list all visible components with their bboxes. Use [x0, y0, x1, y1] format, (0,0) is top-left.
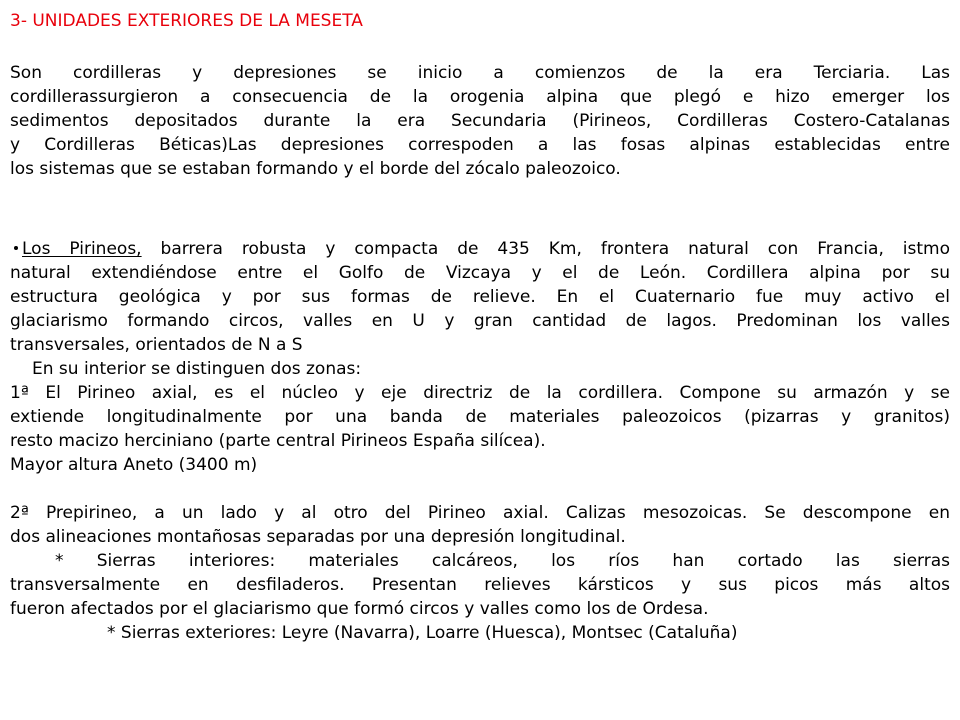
interiores-line-1: * Sierras interiores: materiales calcáreos, los ríos han cortado las sierras [55, 551, 950, 571]
bullet-icon [14, 246, 18, 250]
interiores-line-2: transversalmente en desfiladeros. Presentan relieves kársticos y sus picos más altos [10, 575, 950, 595]
prepirineo-line-1: 2ª Prepirineo, a un lado y al otro del Pirineo axial. Calizas mesozoicas. Se descompone en [10, 503, 950, 523]
pirineos-line-1-rest: barrera robusta y compacta de 435 Km, frontera natural con Francia, istmo [141, 239, 951, 259]
intro-line-1: Son cordilleras y depresiones se inicio a comienzos de la era Terciaria. Las [10, 63, 950, 83]
axial-line-2: extiende longitudinalmente por una banda de materiales paleozoicos (pizarras y granitos) [10, 407, 950, 427]
interiores-line-3: fueron afectados por el glaciarismo que formó circos y valles como los de Ordesa. [10, 599, 709, 619]
intro-line-3: sedimentos depositados durante la era Secundaria (Pirineos, Cordilleras Costero-Catalanas [10, 111, 950, 131]
axial-line-3: resto macizo herciniano (parte central Pirineos España silícea). [10, 431, 546, 451]
intro-line-2: cordillerassurgieron a consecuencia de la orogenia alpina que plegó e hizo emerger los [10, 87, 950, 107]
prepirineo-line-2: dos alineaciones montañosas separadas por una depresión longitudinal. [10, 527, 626, 547]
pirineos-line-5: transversales, orientados de N a S [10, 335, 303, 355]
slide-title: 3- UNIDADES EXTERIORES DE LA MESETA [10, 11, 363, 31]
intro-line-4: y Cordilleras Béticas)Las depresiones correspoden a las fosas alpinas establecidas entre [10, 135, 950, 155]
intro-line-5: los sistemas que se estaban formando y el borde del zócalo paleozoico. [10, 159, 621, 179]
pirineos-heading: Los Pirineos, [22, 239, 142, 259]
pirineos-line-3: estructura geológica y por sus formas de relieve. En el Cuaternario fue muy activo el [10, 287, 950, 307]
pirineos-line-1 [10, 237, 950, 261]
max-height: Mayor altura Aneto (3400 m) [10, 455, 258, 475]
zones-intro: En su interior se distinguen dos zonas: [32, 359, 362, 379]
exteriores-line: * Sierras exteriores: Leyre (Navarra), Loarre (Huesca), Montsec (Cataluña) [107, 623, 738, 643]
axial-line-1: 1ª El Pirineo axial, es el núcleo y eje directriz de la cordillera. Compone su armazón y se [10, 383, 950, 403]
pirineos-line-2: natural extendiéndose entre el Golfo de Vizcaya y el de León. Cordillera alpina por su [10, 263, 950, 283]
pirineos-line-4: glaciarismo formando circos, valles en U y gran cantidad de lagos. Predominan los valles [10, 311, 950, 331]
